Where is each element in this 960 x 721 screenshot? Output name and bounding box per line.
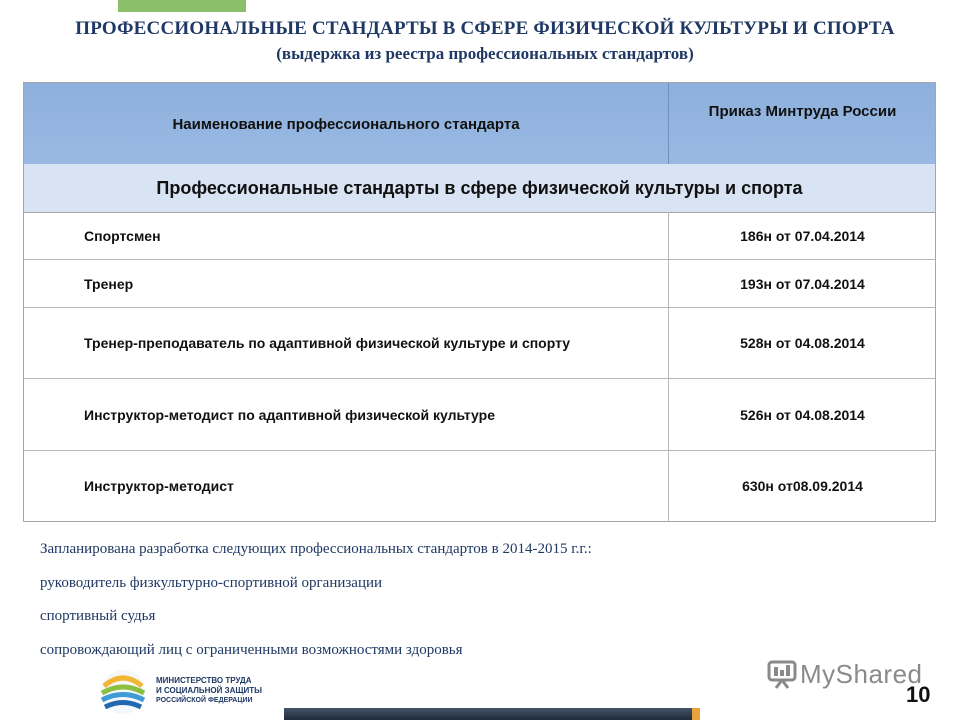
ministry-name — [156, 676, 296, 706]
standard-name: Тренер-преподаватель по адаптивной физической культуре и спорту — [24, 308, 669, 378]
page-number: 10 — [906, 682, 931, 707]
presentation-icon — [766, 658, 800, 690]
footer-bar — [284, 708, 694, 720]
ministry-logo — [96, 668, 286, 718]
page-subtitle: (выдержка из реестра профессиональных стандартов) — [276, 44, 694, 63]
table-section-heading: Профессиональные стандарты в сфере физической культуры и спорта — [24, 164, 935, 213]
planned-intro: Запланирована разработка следующих профессиональных стандартов в 2014-2015 г.г.: — [40, 541, 592, 557]
top-accent-bar — [118, 0, 246, 12]
table-row — [24, 379, 935, 451]
ministry-name-line: МИНИСТЕРСТВО ТРУДА — [156, 676, 252, 685]
ministry-name-line: И СОЦИАЛЬНОЙ ЗАЩИТЫ — [156, 686, 262, 695]
table-row — [24, 308, 935, 379]
watermark-text: MyShared — [800, 658, 923, 689]
table-row — [24, 451, 935, 521]
ministry-name-line: РОССИЙСКОЙ ФЕДЕРАЦИИ — [156, 697, 253, 704]
planned-item: руководитель физкультурно-спортивной организации — [40, 575, 383, 591]
standard-name: Инструктор-методист по адаптивной физической культуре — [24, 379, 669, 450]
order-number: 528н от 04.08.2014 — [740, 335, 865, 351]
table-row — [24, 212, 935, 260]
order-number: 186н от 07.04.2014 — [740, 227, 865, 244]
order-number: 526н от 04.08.2014 — [740, 406, 865, 423]
standard-name: Инструктор-методист — [24, 451, 669, 521]
order-number: 630н от08.09.2014 — [742, 478, 863, 494]
footer-bar-accent — [692, 708, 700, 720]
column-header-name: Наименование профессионального стандарта — [24, 83, 669, 164]
standard-name: Спортсмен — [24, 212, 669, 259]
standard-name: Тренер — [24, 260, 669, 307]
page-title: ПРОФЕССИОНАЛЬНЫЕ СТАНДАРТЫ В СФЕРЕ ФИЗИЧЕСКОЙ КУЛЬТУРЫ И СПОРТА — [75, 18, 895, 39]
column-header-order: Приказ Минтруда России — [708, 103, 897, 120]
standards-table — [23, 82, 936, 522]
order-number: 193н от 07.04.2014 — [740, 275, 865, 292]
table-row — [24, 260, 935, 308]
planned-item: сопровождающий лиц с ограниченными возможностями здоровья — [40, 642, 463, 658]
ministry-emblem-icon — [96, 668, 150, 716]
planned-item: спортивный судья — [40, 608, 156, 624]
table-header — [24, 83, 935, 165]
